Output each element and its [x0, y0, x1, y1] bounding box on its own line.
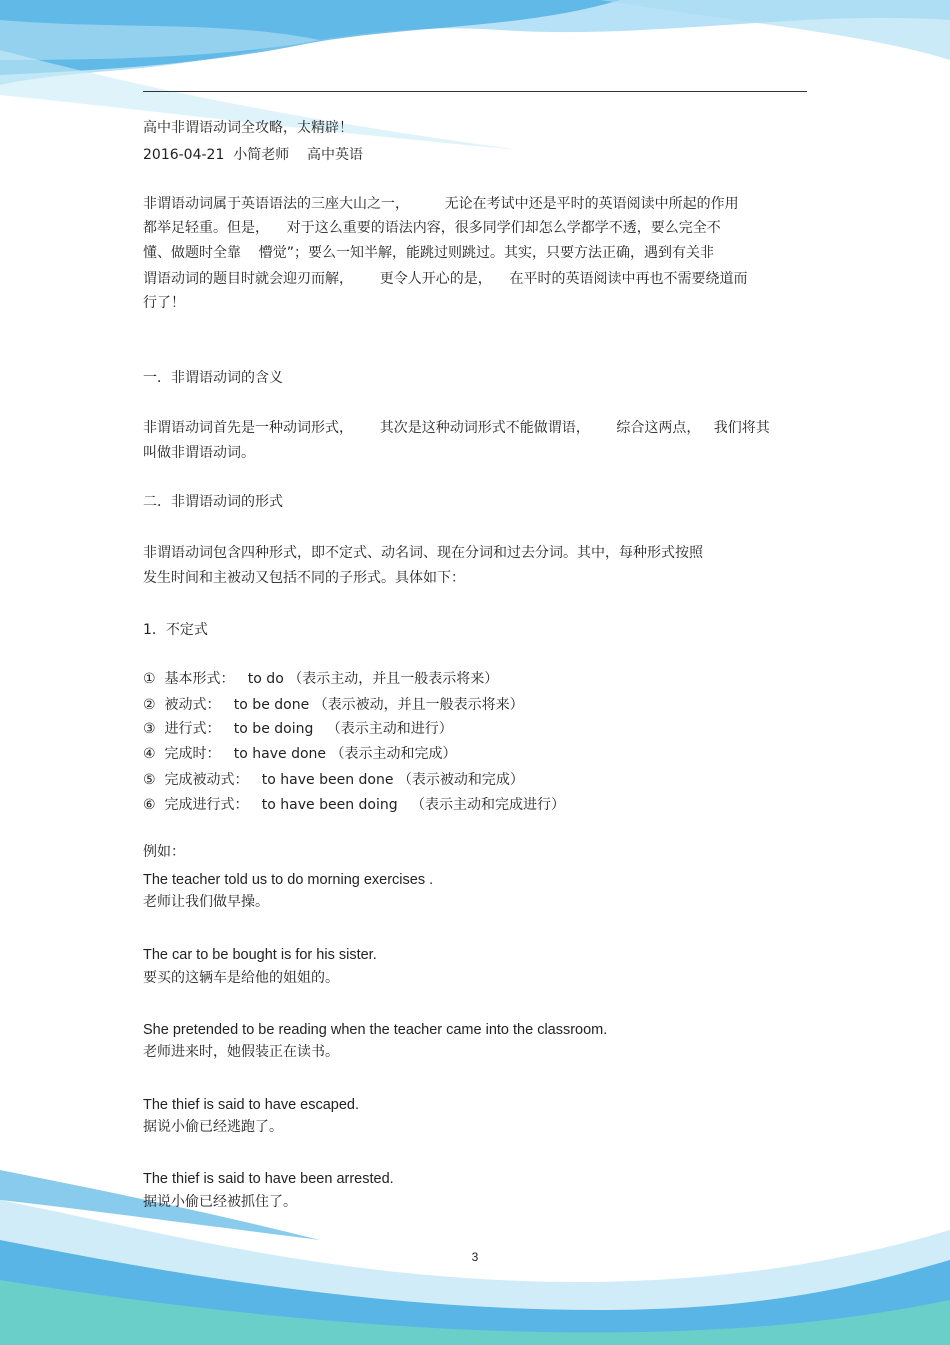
example-4-zh: 据说小偷已经逃跑了。: [143, 1119, 283, 1135]
form-item-2: ② 被动式： to be done （表示被动，并且一般表示将来）: [143, 697, 524, 713]
example-4-en: The thief is said to have escaped.: [143, 1097, 360, 1113]
intro-line-2: 都举足轻重。但是， 对于这么重要的语法内容，很多同学们却怎么学都学不透，要么完全不: [143, 220, 721, 236]
header-rule: [143, 91, 807, 92]
example-2-en: The car to be bought is for his sister.: [143, 947, 377, 963]
section1-line-2: 叫做非谓语动词。: [143, 445, 255, 461]
form-item-5: ⑤ 完成被动式： to have been done （表示被动和完成）: [143, 772, 524, 788]
example-3-en: She pretended to be reading when the teacher came into the classroom.: [143, 1022, 608, 1038]
sub1-heading: 1．不定式: [143, 622, 208, 638]
intro-line-4: 谓语动词的题目时就会迎刃而解， 更令人开心的是， 在平时的英语阅读中再也不需要绕道而: [143, 271, 748, 287]
example-5-zh: 据说小偷已经被抓住了。: [143, 1194, 297, 1210]
page-number: 3: [471, 1250, 479, 1264]
intro-line-1: 非谓语动词属于英语语法的三座大山之一， 无论在考试中还是平时的英语阅读中所起的作用: [143, 196, 739, 212]
section1-heading: 一．非谓语动词的含义: [143, 370, 283, 386]
article-meta: 2016-04-21 小简老师 高中英语: [143, 147, 364, 163]
example-3-zh: 老师进来时，她假装正在读书。: [143, 1044, 339, 1060]
example-1-en: The teacher told us to do morning exercises .: [143, 872, 434, 888]
intro-line-5: 行了！: [143, 295, 185, 311]
article-title: 高中非谓语动词全攻略，太精辟！: [143, 120, 353, 136]
examples-label: 例如：: [143, 844, 185, 860]
form-item-3: ③ 进行式： to be doing （表示主动和进行）: [143, 721, 453, 737]
intro-line-3: 懂、做题时全靠 懵觉”；要么一知半解，能跳过则跳过。其实，只要方法正确，遇到有关非: [143, 245, 715, 261]
example-1-zh: 老师让我们做早操。: [143, 894, 269, 910]
section2-heading: 二．非谓语动词的形式: [143, 494, 283, 510]
form-item-1: ① 基本形式： to do （表示主动，并且一般表示将来）: [143, 671, 499, 687]
example-5-en: The thief is said to have been arrested.: [143, 1171, 394, 1187]
section2-line-2: 发生时间和主被动又包括不同的子形式。具体如下：: [143, 570, 465, 586]
section1-line-1: 非谓语动词首先是一种动词形式， 其次是这种动词形式不能做谓语， 综合这两点， 我们将其: [143, 420, 770, 436]
form-item-4: ④ 完成时： to have done （表示主动和完成）: [143, 746, 457, 762]
example-2-zh: 要买的这辆车是给他的姐姐的。: [143, 970, 339, 986]
form-item-6: ⑥ 完成进行式： to have been doing （表示主动和完成进行）: [143, 797, 565, 813]
section2-line-1: 非谓语动词包含四种形式，即不定式、动名词、现在分词和过去分词。其中，每种形式按照: [143, 545, 703, 561]
